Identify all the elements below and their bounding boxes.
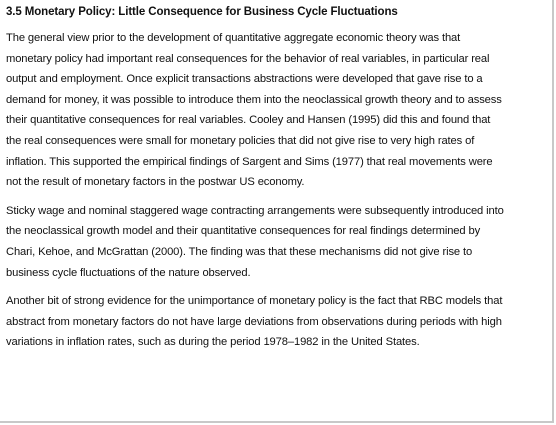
- paragraph-1: [6, 28, 552, 193]
- paragraph-line: not the result of monetary factors in the postwar US economy.: [6, 176, 305, 189]
- paragraph-line: output and employment. Once explicit transactions abstractions were developed that gave rise to a: [6, 73, 483, 86]
- paragraph-line: inflation. This supported the empirical findings of Sargent and Sims (1977) that real movements were: [6, 155, 493, 168]
- paragraph-line: their quantitative consequences for real variables. Cooley and Hansen (1995) did this and found that: [6, 114, 491, 127]
- paragraph-line: abstract from monetary factors do not have large deviations from observations during periods with high: [6, 315, 502, 328]
- paragraph-line: Sticky wage and nominal staggered wage contracting arrangements were subsequently introduced into: [6, 204, 504, 217]
- paragraph-line: monetary policy had important real consequences for the behavior of real variables, in particular real: [6, 52, 490, 65]
- paragraph-line: the real consequences were small for monetary policies that did not give rise to very high rates of: [6, 134, 475, 147]
- paragraph-line: The general view prior to the development of quantitative aggregate economic theory was that: [6, 32, 461, 44]
- paragraph-2: [6, 201, 552, 283]
- document-content: [6, 5, 552, 361]
- paragraph-3: [6, 291, 552, 353]
- paragraph-line: Another bit of strong evidence for the unimportance of monetary policy is the fact that RBC models that: [6, 295, 503, 308]
- paragraph-line: variations in inflation rates, such as during the period 1978–1982 in the United States.: [6, 336, 420, 349]
- section-heading: 3.5 Monetary Policy: Little Consequence for Business Cycle Fluctuations: [6, 6, 398, 18]
- paragraph-line: demand for money, it was possible to introduce them into the neoclassical growth theory and to assess: [6, 93, 502, 106]
- paragraph-line: business cycle fluctuations of the nature observed.: [6, 266, 251, 279]
- paragraph-line: the neoclassical growth model and their quantitative consequences for real findings determined by: [6, 225, 481, 238]
- paragraph-line: Chari, Kehoe, and McGrattan (2000). The finding was that these mechanisms did not give rise to: [6, 245, 473, 258]
